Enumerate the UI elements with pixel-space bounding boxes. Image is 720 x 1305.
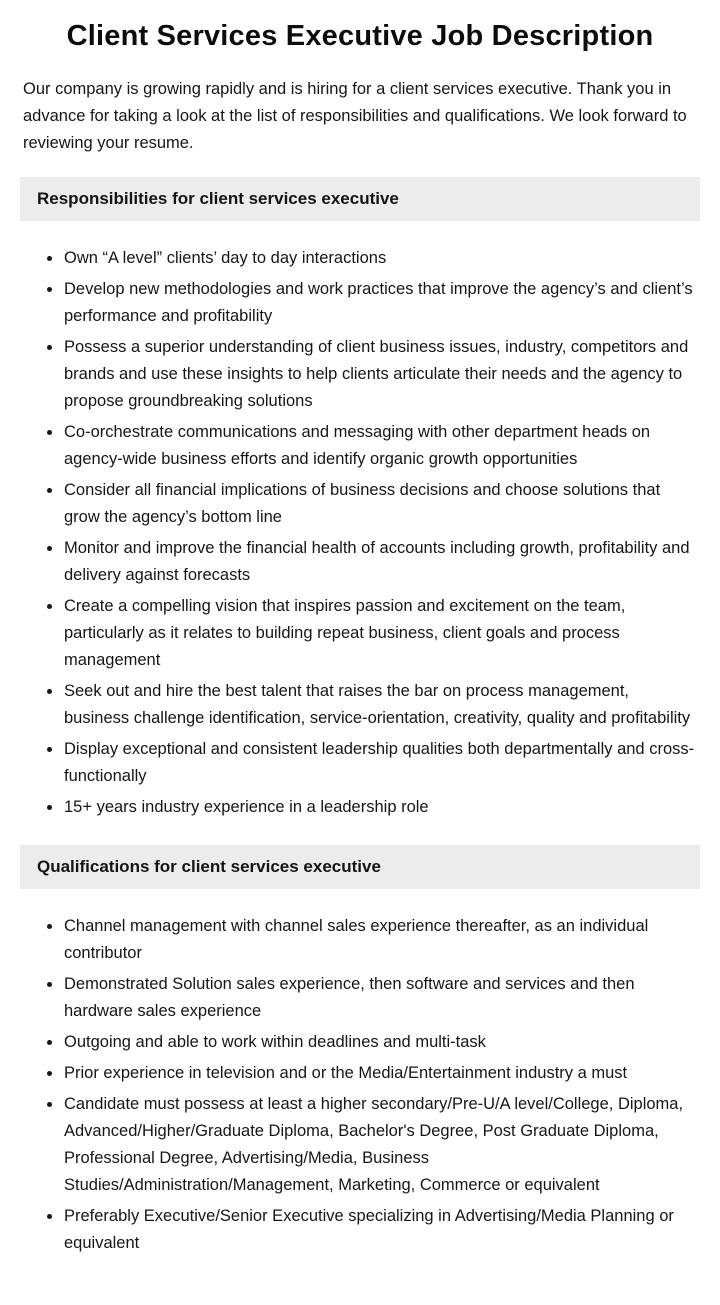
- list-item: • Candidate must possess at least a higher secondary/Pre-U/A level/College, Diploma, Advanced/Higher/Graduate Diploma, Bachelor's Degree, Post Graduate Diploma, Professional Degree, Advertising/Media, Business Studies/Administration/Management, Marketing, Commerce or equivalent: [63, 1091, 697, 1199]
- list-item: • Develop new methodologies and work practices that improve the agency’s and client’s performance and profitability: [63, 276, 697, 330]
- list-item: • Prior experience in television and or the Media/Entertainment industry a must: [63, 1060, 697, 1087]
- list-item: • Seek out and hire the best talent that raises the bar on process management, business challenge identification, service-orientation, creativity, quality and profitability: [63, 678, 697, 732]
- responsibilities-section: [23, 177, 697, 821]
- list-item: • Outgoing and able to work within deadlines and multi-task: [63, 1029, 697, 1056]
- qualifications-list: [23, 913, 697, 1257]
- list-item: • Own “A level” clients’ day to day interactions: [63, 245, 697, 272]
- list-item: • Possess a superior understanding of client business issues, industry, competitors and brands and use these insights to help clients articulate their needs and the agency to propose groundbreaking solutions: [63, 334, 697, 415]
- list-item: • Display exceptional and consistent leadership qualities both departmentally and cross-functionally: [63, 736, 697, 790]
- intro-paragraph: Our company is growing rapidly and is hiring for a client services executive. Thank you in advance for taking a look at the list of responsibilities and qualifications. We look forward to reviewing your resume.: [23, 80, 687, 152]
- qualifications-section-header: Qualifications for client services executive: [20, 845, 700, 889]
- list-item: • Create a compelling vision that inspires passion and excitement on the team, particularly as it relates to building repeat business, client goals and process management: [63, 593, 697, 674]
- list-item: • Demonstrated Solution sales experience, then software and services and then hardware sales experience: [63, 971, 697, 1025]
- qualifications-section: [23, 845, 697, 1257]
- responsibilities-list: [23, 245, 697, 821]
- responsibilities-section-header: Responsibilities for client services executive: [20, 177, 700, 221]
- list-item: • Monitor and improve the financial health of accounts including growth, profitability and delivery against forecasts: [63, 535, 697, 589]
- list-item: • Preferably Executive/Senior Executive specializing in Advertising/Media Planning or equivalent: [63, 1203, 697, 1257]
- list-item: • Consider all financial implications of business decisions and choose solutions that grow the agency’s bottom line: [63, 477, 697, 531]
- list-item: • Co-orchestrate communications and messaging with other department heads on agency-wide business efforts and identify organic growth opportunities: [63, 419, 697, 473]
- page-title: Client Services Executive Job Description: [66, 20, 654, 52]
- list-item: • 15+ years industry experience in a leadership role: [63, 794, 697, 821]
- list-item: • Channel management with channel sales experience thereafter, as an individual contributor: [63, 913, 697, 967]
